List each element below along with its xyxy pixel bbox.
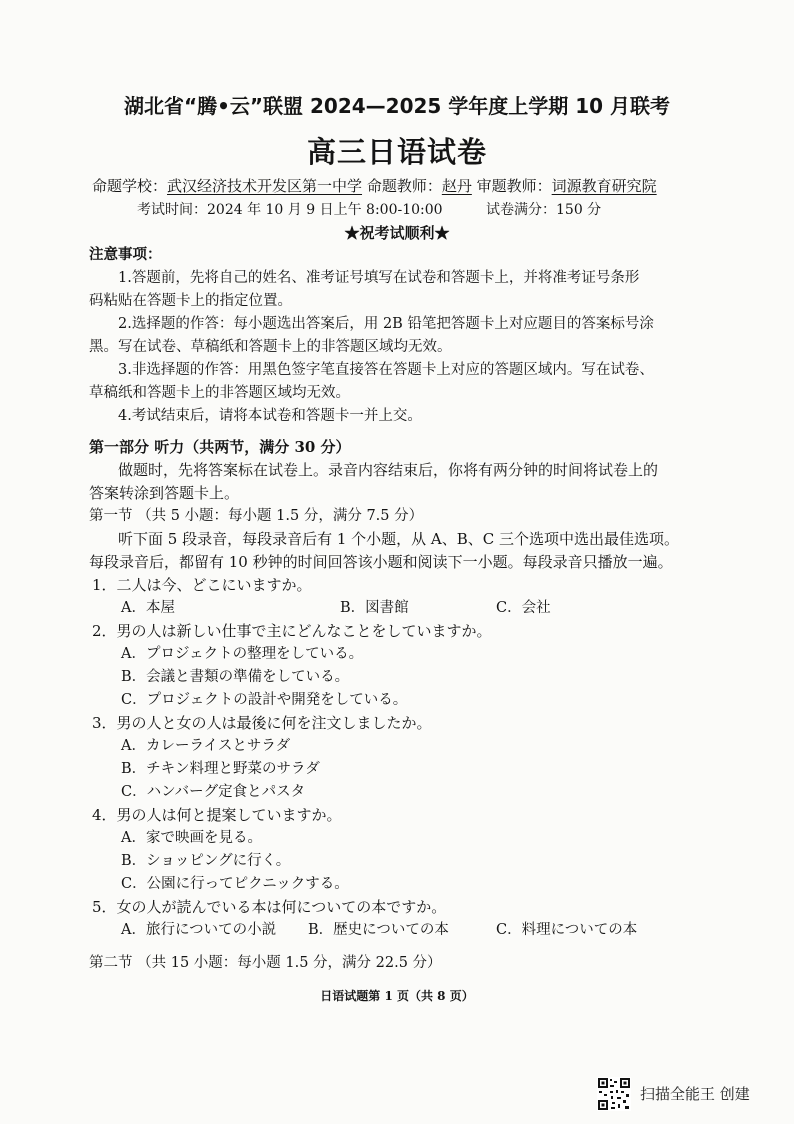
question-1-option-b: B．図書館 — [340, 600, 409, 616]
good-luck-banner: ★祝考试顺利★ — [344, 224, 450, 242]
teacher-name: 赵丹 — [441, 177, 472, 195]
teacher-label: 命题教师： — [366, 177, 442, 195]
question-5-option-a: A．旅行についての小説 — [121, 922, 277, 938]
notice-line: 草稿纸和答题卡上的非答题区域均无效。 — [89, 385, 350, 401]
exam-full-score: 试卷满分：150 分 — [486, 202, 602, 218]
section2-heading: 第二节 （共 15 小题：每小题 1.5 分，满分 22.5 分） — [89, 955, 442, 971]
question-3-option-b: B．チキン料理と野菜のサラダ — [121, 761, 320, 777]
page-number: 日语试题第 1 页（共 8 页） — [320, 989, 474, 1003]
meta-line-authors — [92, 176, 657, 196]
question-3-option-a: A．カレーライスとサラダ — [121, 738, 291, 754]
question-3: 3．男の人と女の人は最後に何を注文しましたか。 — [92, 714, 432, 732]
notice-line: 3.非选择题的作答：用黑色签字笔直接答在答题卡上对应的答题区域内。写在试卷、 — [118, 362, 654, 378]
question-4: 4．男の人は何と提案していますか。 — [92, 806, 342, 824]
reviewer-name: 词源教育研究院 — [551, 177, 657, 195]
question-5-option-b: B．歴史についての本 — [308, 922, 449, 938]
question-3-option-c: C．ハンバーグ定食とパスタ — [121, 784, 306, 800]
question-1-option-c: C．会社 — [496, 600, 551, 616]
question-1-option-a: A．本屋 — [121, 600, 175, 616]
notice-heading: 注意事项： — [89, 246, 162, 263]
reviewer-label: 审题教师： — [476, 177, 552, 195]
school-name: 武汉经济技术开发区第一中学 — [167, 177, 363, 195]
section1-intro-line: 每段录音后，都留有 10 秒钟的时间回答该小题和阅读下一小题。每段录音只播放一遍。 — [89, 553, 673, 571]
question-4-option-c: C．公園に行ってピクニックする。 — [121, 876, 349, 892]
exam-subject-title: 高三日语试卷 — [306, 135, 487, 169]
question-4-option-b: B．ショッピングに行く。 — [121, 853, 291, 869]
question-2-option-a: A．プロジェクトの整理をしている。 — [121, 646, 364, 662]
question-2-option-b: B．会議と書類の準備をしている。 — [121, 669, 350, 685]
question-4-option-a: A．家で映画を見る。 — [121, 830, 262, 846]
question-5-option-c: C．料理についての本 — [496, 922, 638, 938]
scanner-watermark: 扫描全能王 创建 — [640, 1085, 750, 1103]
exam-title: 湖北省“腾•云”联盟 2024—2025 学年度上学期 10 月联考 — [123, 94, 671, 118]
part1-intro-line: 做题时，先将答案标在试卷上。录音内容结束后，你将有两分钟的时间将试卷上的 — [118, 461, 659, 479]
section1-intro-line: 听下面 5 段录音，每段录音后有 1 个小题，从 A、B、C 三个选项中选出最佳选项。 — [118, 530, 680, 548]
part1-intro-line: 答案转涂到答题卡上。 — [89, 484, 240, 502]
notice-line: 码粘贴在答题卡上的指定位置。 — [89, 293, 292, 309]
question-2: 2．男の人は新しい仕事で主にどんなことをしていますか。 — [92, 622, 492, 640]
question-2-option-c: C．プロジェクトの設計や開発をしている。 — [121, 692, 408, 708]
question-1: 1．二人は今、どこにいますか。 — [92, 576, 312, 594]
notice-line: 2.选择题的作答：每小题选出答案后，用 2B 铅笔把答题卡上对应题目的答案标号涂 — [118, 316, 654, 332]
notice-line: 4.考试结束后，请将本试卷和答题卡一并上交。 — [118, 408, 422, 424]
school-label: 命题学校： — [92, 177, 168, 195]
part1-heading: 第一部分 听力（共两节，满分 30 分） — [89, 438, 351, 456]
section1-heading: 第一节 （共 5 小题：每小题 1.5 分，满分 7.5 分） — [89, 508, 424, 524]
notice-line: 黑。写在试卷、草稿纸和答题卡上的非答题区域均无效。 — [89, 339, 452, 355]
question-5: 5．女の人が読んでいる本は何についての本ですか。 — [92, 898, 447, 916]
exam-time: 考试时间：2024 年 10 月 9 日上午 8:00-10:00 — [137, 202, 443, 218]
notice-line: 1.答题前，先将自己的姓名、准考证号填写在试卷和答题卡上，并将准考证号条形 — [118, 270, 640, 286]
qr-code-icon — [597, 1077, 631, 1111]
